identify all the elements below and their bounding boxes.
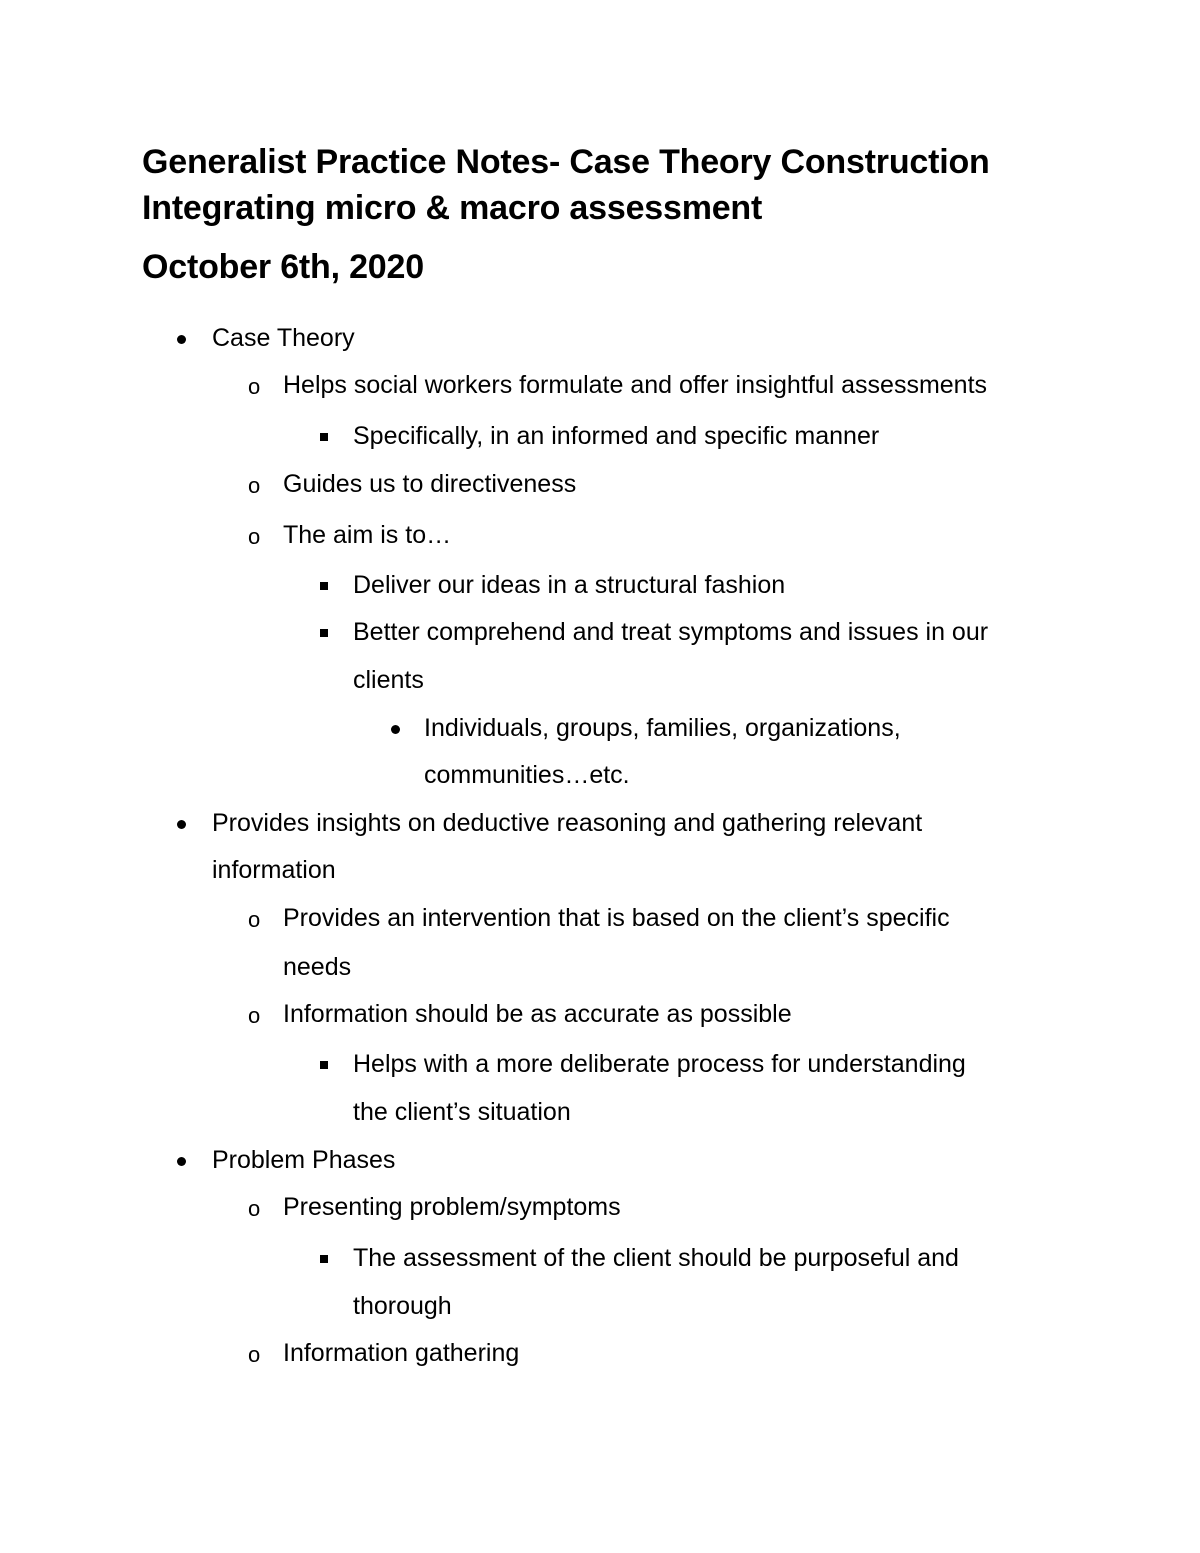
bullet-square-icon: [320, 433, 328, 441]
list-item: Problem Phases: [212, 1146, 396, 1174]
document-date: October 6th, 2020: [142, 248, 424, 286]
list-item: Deliver our ideas in a structural fashion: [353, 571, 786, 599]
list-item: Specifically, in an informed and specific manner: [353, 422, 880, 450]
bullet-circle-icon: o: [248, 524, 261, 549]
list-item-continuation: the client’s situation: [353, 1098, 571, 1126]
bullet-circle-icon: o: [248, 1196, 261, 1221]
list-item-continuation: needs: [283, 953, 352, 981]
list-item: The assessment of the client should be purposeful and: [353, 1244, 959, 1272]
bullet-circle-icon: o: [248, 473, 261, 498]
document-subtitle: Integrating micro & macro assessment: [142, 189, 763, 227]
list-item: Provides an intervention that is based on the client’s specific: [283, 904, 950, 932]
bullet-square-icon: [320, 1255, 328, 1263]
bullet-dot-icon: [177, 820, 186, 829]
list-item-continuation: information: [212, 856, 336, 884]
list-item: Presenting problem/symptoms: [283, 1193, 621, 1221]
list-item: Provides insights on deductive reasoning and gathering relevant: [212, 809, 923, 837]
bullet-circle-icon: o: [248, 1342, 261, 1367]
bullet-square-icon: [320, 582, 328, 590]
list-item: Guides us to directiveness: [283, 470, 577, 498]
bullet-square-icon: [320, 1061, 328, 1069]
bullet-dot-icon: [177, 335, 186, 344]
list-item: Information should be as accurate as possible: [283, 1000, 792, 1028]
list-item: Helps with a more deliberate process for understanding: [353, 1050, 966, 1078]
list-item: Case Theory: [212, 324, 355, 352]
list-item: Helps social workers formulate and offer insightful assessments: [283, 371, 988, 399]
bullet-circle-icon: o: [248, 374, 261, 399]
list-item-continuation: clients: [353, 666, 424, 694]
bullet-dot-icon: [177, 1157, 186, 1166]
document-title: Generalist Practice Notes- Case Theory Construction: [142, 143, 990, 181]
list-item-continuation: thorough: [353, 1292, 452, 1320]
bullet-square-icon: [320, 629, 328, 637]
bullet-circle-icon: o: [248, 1003, 261, 1028]
bullet-dot-icon: [391, 725, 400, 734]
bullet-circle-icon: o: [248, 907, 261, 932]
list-item: Better comprehend and treat symptoms and issues in our: [353, 618, 989, 646]
list-item-continuation: communities…etc.: [424, 761, 630, 789]
list-item: Information gathering: [283, 1339, 520, 1367]
list-item: Individuals, groups, families, organizations,: [424, 714, 901, 742]
list-item: The aim is to…: [283, 521, 452, 549]
